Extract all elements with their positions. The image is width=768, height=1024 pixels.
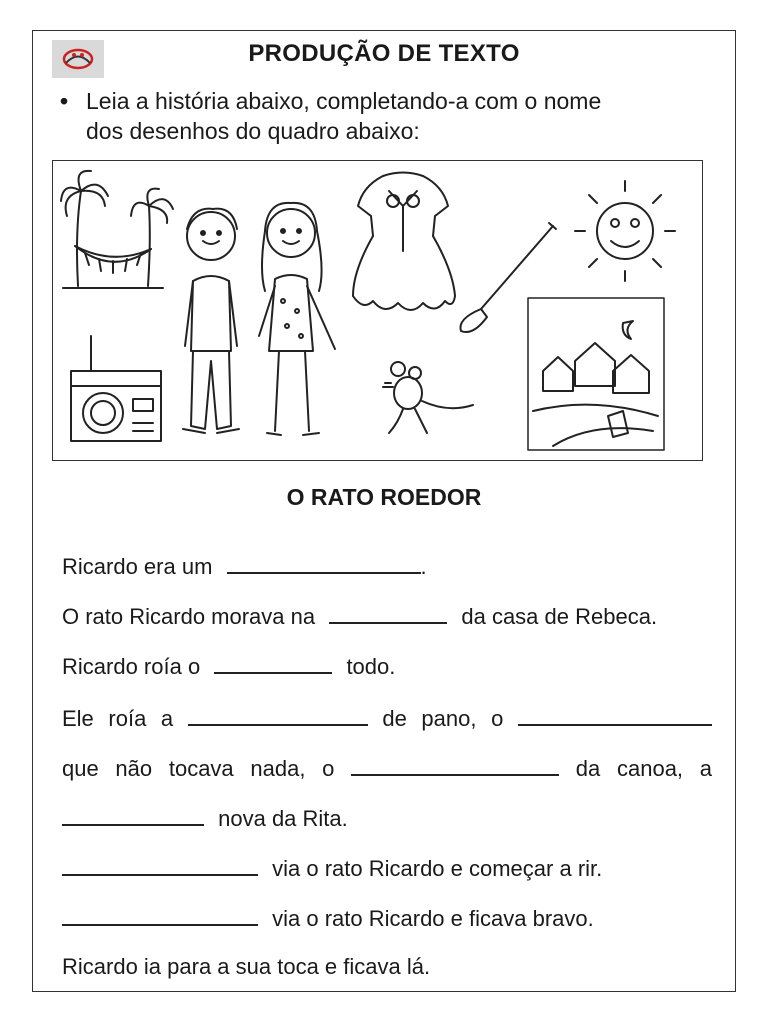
bullet: • bbox=[60, 88, 69, 114]
answer-blank[interactable] bbox=[329, 602, 447, 624]
story-line-2: O rato Ricardo morava na da casa de Rebeca. bbox=[62, 604, 658, 629]
mouse-icon bbox=[383, 362, 473, 433]
picture-box bbox=[52, 160, 703, 461]
answer-blank[interactable] bbox=[351, 754, 559, 776]
answer-blank[interactable] bbox=[214, 652, 332, 674]
story-line-5: que não tocava nada, o da canoa, a bbox=[62, 756, 712, 781]
girl-icon bbox=[259, 203, 335, 435]
town-icon bbox=[528, 298, 664, 450]
story-line-9: Ricardo ia para a sua toca e ficava lá. bbox=[62, 954, 431, 979]
story-line-7: via o rato Ricardo e começar a rir. bbox=[62, 854, 602, 884]
answer-blank[interactable] bbox=[62, 904, 258, 926]
instruction-line-2: dos desenhos do quadro abaixo: bbox=[86, 118, 420, 144]
answer-blank[interactable] bbox=[62, 854, 258, 876]
oar-icon bbox=[460, 223, 556, 332]
story-line-6: nova da Rita. bbox=[62, 804, 348, 834]
page-title: PRODUÇÃO DE TEXTO bbox=[248, 40, 520, 67]
story-line-3: Ricardo roía o todo. bbox=[62, 654, 396, 679]
story-title: O RATO ROEDOR bbox=[286, 484, 482, 510]
answer-blank[interactable] bbox=[518, 704, 712, 726]
sun-icon bbox=[575, 181, 675, 281]
boy-icon bbox=[183, 209, 239, 433]
story-line-4: Ele roía a de pano, o bbox=[62, 704, 712, 734]
instruction bbox=[60, 86, 686, 146]
answer-blank[interactable] bbox=[62, 804, 204, 826]
answer-blank[interactable] bbox=[227, 552, 421, 574]
instruction-line-1: Leia a história abaixo, completando-a com o nome bbox=[86, 88, 602, 114]
story-line-8: via o rato Ricardo e ficava bravo. bbox=[62, 904, 594, 934]
radio-icon bbox=[71, 336, 161, 441]
answer-blank[interactable] bbox=[188, 704, 368, 726]
story-line-1: Ricardo era um . bbox=[62, 554, 427, 579]
dress-icon bbox=[353, 173, 455, 311]
hammock-icon bbox=[61, 171, 173, 288]
